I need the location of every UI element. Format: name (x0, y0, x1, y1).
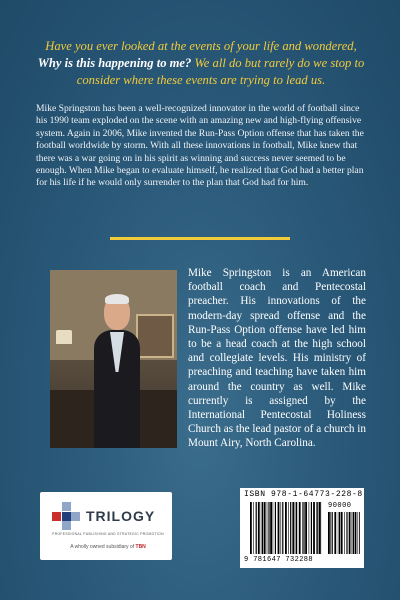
tagline-question: Why is this happening to me? (37, 56, 192, 70)
publisher-name: TRILOGY (86, 508, 156, 524)
book-blurb: Mike Springston has been a well-recognized innovator in the world of football since his 1990 team exploded on the scene with an amazing new and high-flying offensive system. Again in 2006, Mike invented the Run-Pass Option offense that has taken the football worldwide by storm. With all these innovations in football, Mike knew that there was a war going on in his spirit as winning and success never seemed to be enough. When Mike began to evaluate himself, he realized that God had a better plan for his life if he would only surrender to the plan that God had for him. (36, 103, 364, 189)
publisher-tagline: PROFESSIONAL PUBLISHING AND STRATEGIC PROMOTION (52, 532, 164, 536)
publisher-subsidiary (50, 544, 166, 550)
tagline-rest: We all do but rarely do we stop to consider where these events are trying to lead us. (76, 56, 365, 87)
barcode-addon: 90000 (328, 502, 352, 510)
author-bio: Mike Springston is an American football coach and Pentecostal preacher. His innovations of the modern-day spread offense and the Run-Pass Option offense have led him to be a head coach at the high school and collegiate levels. His ministry of preaching and teaching have taken him around the country as well. Mike currently is assigned by the International Pentecostal Holiness Church as the lead pastor of a church in Mount Airy, North Carolina. (188, 267, 366, 450)
addon-bars-icon (328, 512, 360, 554)
barcode-bars-icon (250, 502, 322, 554)
isbn-label: ISBN 978-1-64773-228-8 (244, 490, 363, 499)
subsidiary-brand: TBN (135, 544, 146, 550)
subsidiary-prefix: A wholly owned subsidiary of (70, 544, 135, 550)
tagline-line1: Have you ever looked at the events of your life and wondered, (45, 39, 357, 53)
publisher-logo (40, 492, 172, 560)
tagline (36, 38, 366, 89)
author-photo (50, 270, 177, 448)
isbn-barcode (240, 488, 364, 568)
ean-number: 9 781647 732288 (244, 556, 314, 564)
gold-divider (110, 237, 290, 240)
trilogy-cross-icon (52, 502, 80, 530)
